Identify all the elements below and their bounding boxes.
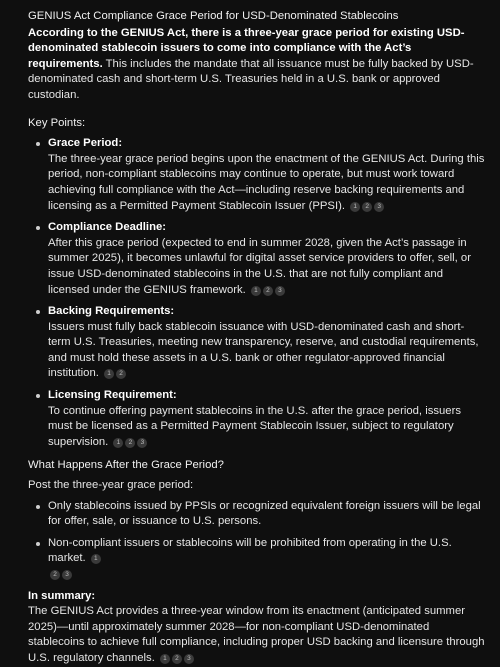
after-item-text: Only stablecoins issued by PPSIs or recognized equivalent foreign issuers will be legal for offer, sale, or issuance to U.S. persons. [48, 499, 481, 528]
citation-badge[interactable]: 1 [160, 654, 170, 664]
key-points-list [28, 136, 485, 450]
summary-label: In summary: [28, 589, 96, 602]
summary-text: The GENIUS Act provides a three-year window from its enactment (anticipated summer 2025)—until approximately summer 2028—for non-compliant USD-denominated stablecoins to achieve full compliance, including proper USD backing and licensure through U.S. regulatory channels. [28, 605, 485, 664]
citation-badge[interactable]: 2 [362, 202, 372, 212]
citation-badge[interactable]: 2 [116, 369, 126, 379]
after-grace-list [28, 499, 485, 583]
citation-badge[interactable]: 1 [113, 438, 123, 448]
point-body: Issuers must fully back stablecoin issuance with USD-denominated cash and short-term U.S. Treasuries, meeting new transparency, reserve, and custodial requirements, and must hold these assets in a U.S. bank or other regulator-approved financial institution. [48, 320, 479, 380]
citation-group [48, 568, 72, 580]
point-body: To continue offering payment stablecoins in the U.S. after the grace period, issuers must be licensed as a Permitted Payment Stablecoin Issuer, subject to regulatory supervision. [48, 404, 461, 448]
citation-badge[interactable]: 3 [275, 286, 285, 296]
point-title: Backing Requirements: [48, 305, 175, 318]
key-points-heading: Key Points: [28, 116, 86, 129]
after-grace-item [48, 536, 485, 583]
citation-badge[interactable]: 2 [263, 286, 273, 296]
citation-group [102, 367, 126, 379]
point-title: Licensing Requirement: [48, 389, 177, 402]
citation-group [158, 652, 194, 664]
citation-badge[interactable]: 3 [62, 570, 72, 580]
citation-badge[interactable]: 1 [251, 286, 261, 296]
answer-title: GENIUS Act Compliance Grace Period for USD-Denominated Stablecoins [28, 10, 399, 22]
after-item-text: Non-compliant issuers or stablecoins will be prohibited from operating in the U.S. market. [48, 536, 452, 565]
after-grace-heading: What Happens After the Grace Period? [28, 459, 224, 472]
key-point-licensing-requirement [48, 388, 485, 450]
key-point-backing-requirements [48, 304, 485, 382]
point-body: The three-year grace period begins upon the enactment of the GENIUS Act. During this period, non-compliant stablecoins may continue to operate, but must work toward achieving full compliance with the Act—including reserve backing requirements and licensing as a Permitted Payment Stablecoin Issuer (PPSI). [48, 152, 485, 212]
citation-badge[interactable]: 2 [172, 654, 182, 664]
summary-paragraph [28, 604, 485, 666]
key-point-compliance-deadline [48, 220, 485, 298]
citation-badge[interactable]: 3 [137, 438, 147, 448]
citation-badge[interactable]: 2 [125, 438, 135, 448]
point-body: After this grace period (expected to end in summer 2028, given the Act’s passage in summer 2025), it becomes unlawful for digital asset service providers to offer, sell, or issue USD-denominated stablecoins in the U.S. that are not fully compliant and licensed under the GENIUS framework. [48, 236, 471, 296]
after-grace-intro: Post the three-year grace period: [28, 479, 194, 492]
intro-paragraph [28, 26, 485, 104]
citation-group [249, 284, 285, 296]
intro-bold-text: According to the GENIUS Act, there is a three-year grace period for existing USD-denominated stablecoin issuers to come into compliance with the Act’s requirements. [28, 26, 465, 70]
citation-badge[interactable]: 3 [374, 202, 384, 212]
citation-badge[interactable]: 3 [184, 654, 194, 664]
citation-badge[interactable]: 2 [50, 570, 60, 580]
citation-badge[interactable]: 1 [104, 369, 114, 379]
citation-group [348, 200, 384, 212]
key-point-grace-period [48, 136, 485, 214]
intro-rest-text: This includes the mandate that all issuance must be fully backed by USD-denominated cash and short-term U.S. Treasuries held in a U.S. bank or approved custodian. [28, 57, 474, 101]
citation-badge[interactable]: 1 [91, 554, 101, 564]
citation-badge[interactable]: 1 [350, 202, 360, 212]
citation-group [111, 436, 147, 448]
after-grace-item [48, 499, 485, 530]
point-title: Compliance Deadline: [48, 221, 167, 234]
point-title: Grace Period: [48, 137, 123, 150]
